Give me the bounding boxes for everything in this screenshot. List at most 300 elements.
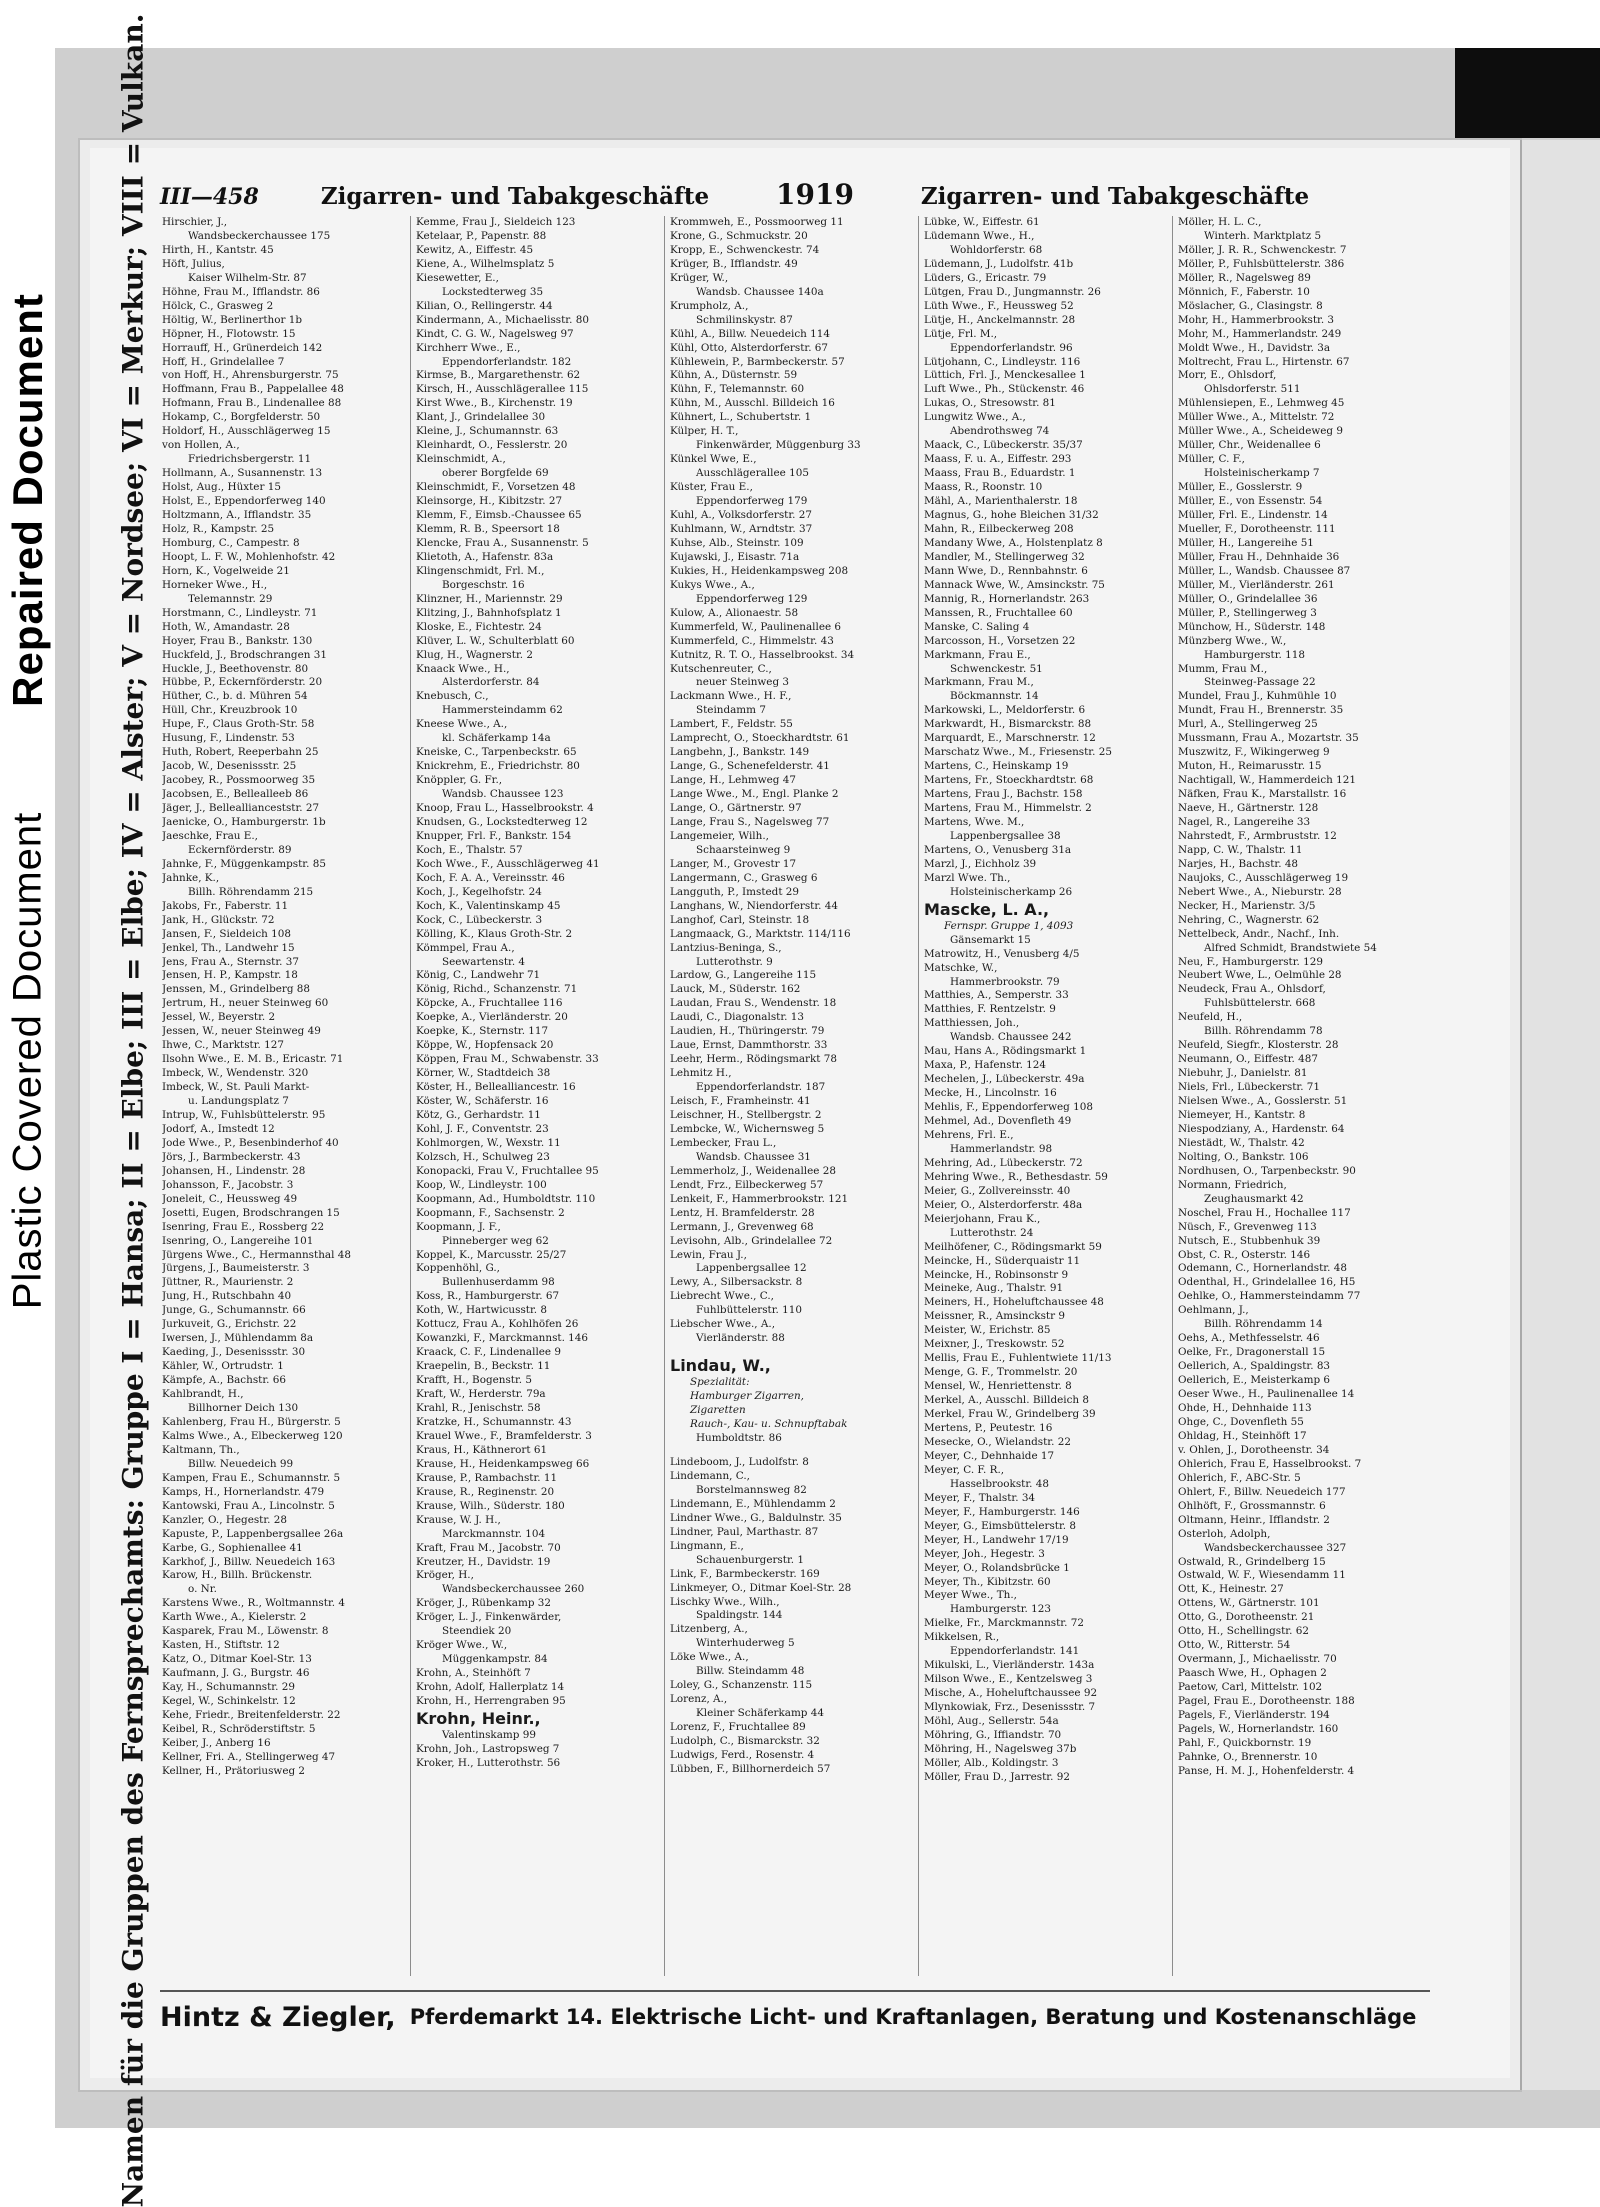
directory-entry: Kühn, A., Düsternstr. 59	[670, 369, 798, 382]
directory-entry: Müller, E., Gosslerstr. 9	[1178, 481, 1303, 494]
directory-entry: Ketelaar, P., Papenstr. 88	[416, 229, 547, 242]
directory-entry: Ott, K., Heinestr. 27	[1178, 1583, 1284, 1596]
directory-entry: Lauck, M., Süderstr. 162	[670, 983, 801, 996]
directory-entry-continuation: Müggenkampstr. 84	[442, 1653, 548, 1666]
directory-entry: Krause, W. J. H.,	[416, 1513, 501, 1526]
directory-entry: Lütjohann, C., Lindleystr. 116	[924, 355, 1081, 368]
directory-entry: Langhans, W., Niendorferstr. 44	[670, 899, 838, 912]
directory-entry: Langemeier, Wilh.,	[670, 829, 769, 842]
directory-entry: Lindeboom, J., Ludolfstr. 8	[670, 1455, 809, 1468]
directory-entry: Linkmeyer, O., Ditmar Koel-Str. 28	[670, 1581, 852, 1594]
directory-entry: Kehe, Friedr., Breitenfelderstr. 22	[162, 1708, 341, 1721]
directory-entry: Kolzsch, H., Schulweg 23	[416, 1150, 550, 1163]
directory-entry: Langhof, Carl, Steinstr. 18	[670, 913, 810, 926]
directory-entry: Neufeld, H.,	[1178, 1011, 1243, 1024]
directory-entry: Maack, C., Lübeckerstr. 35/37	[924, 439, 1083, 452]
directory-entry: Krohn, Adolf, Hallerplatz 14	[416, 1681, 565, 1694]
directory-entry: Lübben, F., Billhornerdeich 57	[670, 1762, 831, 1775]
plastic-covered-document-text: Plastic Covered Document	[5, 811, 50, 1309]
directory-entry-continuation: Hamburgerstr. 118	[1204, 648, 1305, 661]
directory-entry-continuation: oberer Borgfelde 69	[442, 467, 549, 480]
directory-entry-continuation: Hamburgerstr. 123	[950, 1603, 1051, 1616]
directory-entry: Jank, H., Glückstr. 72	[162, 913, 275, 926]
directory-entry: Kneiske, C., Tarpenbeckstr. 65	[416, 746, 577, 759]
directory-entry: Lamprecht, O., Stoeckhardtstr. 61	[670, 732, 850, 745]
directory-entry: Koss, R., Hamburgerstr. 67	[416, 1290, 560, 1303]
directory-entry: Lütje, Frl. M.,	[924, 327, 998, 340]
directory-entry: Koch, J., Kegelhofstr. 24	[416, 885, 542, 898]
directory-entry-continuation: Wandsbeckerchaussee 260	[442, 1583, 585, 1596]
directory-entry-continuation: Schmilinskystr. 87	[696, 313, 793, 326]
directory-entry: Overmann, J., Michaelisstr. 70	[1178, 1653, 1337, 1666]
directory-entry: Litzenberg, A.,	[670, 1623, 748, 1636]
directory-entry-continuation: o. Nr.	[188, 1583, 217, 1596]
directory-entry: Hüther, C., b. d. Mühren 54	[162, 690, 308, 703]
directory-entry: Ohlert, F., Billw. Neuedeich 177	[1178, 1485, 1346, 1498]
directory-entry: Leisch, F., Framheinstr. 41	[670, 1095, 811, 1108]
directory-entry-continuation: Hammerlandstr. 98	[950, 1142, 1053, 1155]
directory-entry: Maass, F. u. A., Eiffestr. 293	[924, 453, 1072, 466]
directory-entry: Hoyer, Frau B., Bankstr. 130	[162, 634, 313, 647]
directory-entry: Pagels, W., Hornerlandstr. 160	[1178, 1722, 1339, 1735]
directory-column-4	[924, 216, 1168, 1976]
directory-entry: von Hoff, H., Ahrensburgerstr. 75	[162, 369, 339, 382]
directory-entry: Kukys Wwe., A.,	[670, 578, 755, 591]
advertisement-footer	[160, 1990, 1430, 2042]
directory-entry: Krause, Wilh., Süderstr. 180	[416, 1499, 565, 1512]
directory-entry-continuation: Ausschlägerallee 105	[696, 467, 809, 480]
directory-entry: Langer, M., Grovestr 17	[670, 857, 797, 870]
directory-entry: Jode Wwe., P., Besenbinderhof 40	[162, 1136, 339, 1149]
directory-entry: Müller, Frl. E., Lindenstr. 14	[1178, 509, 1328, 522]
directory-entry: Lorenz, F., Fruchtallee 89	[670, 1721, 806, 1734]
directory-entry: Kleinschmidt, F., Vorsetzen 48	[416, 481, 576, 494]
directory-entry: Kleinsorge, H., Kibitzstr. 27	[416, 495, 563, 508]
column-divider	[410, 216, 411, 1976]
directory-entry: Lütje, H., Anckelmannstr. 28	[924, 313, 1076, 326]
directory-entry: Koth, W., Hartwicusstr. 8	[416, 1304, 547, 1317]
directory-entry-continuation: Eppendorferweg 179	[696, 495, 808, 508]
directory-entry: Kulow, A., Alionaestr. 58	[670, 606, 799, 619]
directory-entry: Jenssen, M., Grindelberg 88	[162, 983, 311, 996]
directory-entry: Johansson, F., Jacobstr. 3	[162, 1178, 294, 1191]
directory-entry: Imbeck, W., Wendenstr. 320	[162, 1067, 309, 1080]
directory-entry: Lindner, Paul, Marthastr. 87	[670, 1525, 819, 1538]
directory-entry: Hupe, F., Claus Groth-Str. 58	[162, 718, 315, 731]
directory-entry: Lewin, Frau J.,	[670, 1248, 747, 1261]
directory-entry: Nagel, R., Langereihe 33	[1178, 815, 1311, 828]
directory-entry: Martens, Wwe. M.,	[924, 815, 1025, 828]
directory-entry: Mannig, R., Hornerlandstr. 263	[924, 592, 1090, 605]
directory-entry: Hölck, C., Grasweg 2	[162, 299, 274, 312]
directory-entry: Niespodziany, A., Hardenstr. 64	[1178, 1122, 1345, 1135]
directory-entry: Koopmann, F., Sachsenstr. 2	[416, 1206, 565, 1219]
directory-entry: Kasten, H., Stiftstr. 12	[162, 1639, 280, 1652]
exchange-groups-spine	[108, 13, 158, 2207]
directory-entry: Kummerfeld, W., Paulinenallee 6	[670, 620, 842, 633]
directory-entry-continuation: Lutterothstr. 24	[950, 1226, 1034, 1239]
directory-entry: Holdorf, H., Ausschlägerweg 15	[162, 425, 331, 438]
directory-entry: Kühn, M., Ausschl. Billdeich 16	[670, 397, 835, 410]
directory-entry-continuation: Steendiek 20	[442, 1625, 512, 1638]
directory-entry: Kaltmann, Th.,	[162, 1443, 240, 1456]
directory-entry: Kasparek, Frau M., Löwenstr. 8	[162, 1625, 329, 1638]
directory-entry: Junge, G., Schumannstr. 66	[162, 1304, 306, 1317]
directory-entry: Laudi, C., Diagonalstr. 13	[670, 1011, 804, 1024]
directory-entry: Koppenhöhl, G.,	[416, 1262, 500, 1275]
directory-entry: Krahl, R., Jenischstr. 58	[416, 1402, 541, 1415]
advert-name: Lindau, W.,	[670, 1356, 771, 1376]
directory-entry: Neumann, O., Eiffestr. 487	[1178, 1053, 1318, 1066]
directory-entry: Knickrehm, E., Friedrichstr. 80	[416, 760, 580, 773]
directory-entry: Kaufmann, J. G., Burgstr. 46	[162, 1667, 310, 1680]
directory-entry: Menge, G. F., Trommelstr. 20	[924, 1366, 1078, 1379]
directory-entry: Horstmann, C., Lindleystr. 71	[162, 606, 318, 619]
directory-entry: Hirschier, J.,	[162, 216, 228, 228]
directory-entry: Matthiessen, Joh.,	[924, 1017, 1020, 1030]
directory-entry: Kirchherr Wwe., E.,	[416, 341, 521, 354]
directory-entry: Koch, K., Valentinskamp 45	[416, 899, 561, 912]
directory-entry: Langguth, P., Imstedt 29	[670, 885, 800, 898]
directory-entry: Huth, Robert, Reeperbahn 25	[162, 746, 319, 759]
directory-entry: Müller, Chr., Weidenallee 6	[1178, 439, 1321, 452]
directory-entry: Merkel, Frau W., Grindelberg 39	[924, 1408, 1096, 1421]
directory-entry-continuation: Billh. Röhrendamm 215	[188, 885, 314, 898]
directory-entry: Mandler, M., Stellingerweg 32	[924, 550, 1085, 563]
directory-entry: Marzl Wwe. Th.,	[924, 871, 1011, 884]
directory-entry: Lüth Wwe., F., Heussweg 52	[924, 299, 1074, 312]
directory-entry: Jessen, W., neuer Steinweg 49	[162, 1025, 321, 1038]
directory-entry: Nielsen Wwe., A., Gosslerstr. 51	[1178, 1095, 1348, 1108]
repaired-document-label	[6, 240, 50, 760]
directory-entry: Mannack Wwe, W., Amsinckstr. 75	[924, 578, 1105, 591]
header-title-right: Zigarren- und Tabakgeschäfte	[920, 183, 1310, 210]
directory-entry: Lembcke, W., Wichernsweg 5	[670, 1122, 825, 1135]
directory-entry: Kaeding, J., Desenissstr. 30	[162, 1346, 306, 1359]
directory-entry: Hoopt, L. F. W., Mohlenhofstr. 42	[162, 550, 336, 563]
directory-entry: Mehmel, Ad., Dovenfleth 49	[924, 1115, 1072, 1128]
directory-entry: Josetti, Eugen, Brodschrangen 15	[162, 1206, 340, 1219]
directory-entry: Kay, H., Schumannstr. 29	[162, 1681, 295, 1694]
directory-entry: Jürgens Wwe., C., Hermannsthal 48	[162, 1248, 351, 1261]
directory-entry-continuation: Schauenburgerstr. 1	[696, 1553, 804, 1566]
directory-entry: Nahrstedt, F., Armbruststr. 12	[1178, 829, 1337, 842]
directory-entry-continuation: Vierländerstr. 88	[696, 1332, 785, 1345]
directory-entry: Meister, W., Erichstr. 85	[924, 1324, 1051, 1337]
directory-entry: Meyer, G., Eimsbüttelerstr. 8	[924, 1519, 1077, 1532]
directory-entry: Meyer, Th., Kibitzstr. 60	[924, 1575, 1051, 1588]
directory-entry: Knaack Wwe., H.,	[416, 662, 510, 675]
directory-entry: Merkel, A., Ausschl. Billdeich 8	[924, 1394, 1089, 1407]
directory-entry: Jertrum, H., neuer Steinweg 60	[162, 997, 329, 1010]
directory-entry: Kämpfe, A., Bachstr. 66	[162, 1374, 286, 1387]
directory-entry: Paetow, Carl, Mittelstr. 102	[1178, 1681, 1323, 1694]
directory-entry: Martens, Fr., Stoeckhardtstr. 68	[924, 774, 1094, 787]
directory-entry: Markmann, Frau M.,	[924, 676, 1034, 689]
directory-entry: Kampen, Frau E., Schumannstr. 5	[162, 1471, 341, 1484]
directory-entry: Lingmann, E.,	[670, 1539, 744, 1552]
directory-entry: Martens, O., Venusberg 31a	[924, 843, 1072, 856]
directory-entry: Knöppler, G. Fr.,	[416, 774, 503, 787]
directory-entry-continuation: Billhorner Deich 130	[188, 1402, 299, 1415]
directory-column-1	[162, 216, 406, 1976]
directory-entry-continuation: Eppendorferlandstr. 182	[442, 355, 572, 368]
directory-entry: Krumpholz, A.,	[670, 299, 749, 312]
directory-entry: Möller, P., Fuhlsbüttelerstr. 386	[1178, 257, 1345, 270]
directory-entry: Knupper, Frl. F., Bankstr. 154	[416, 829, 572, 842]
directory-entry: Lentz, H. Bramfelderstr. 28	[670, 1206, 815, 1219]
directory-entry: Marzl, J., Eichholz 39	[924, 857, 1037, 870]
directory-entry: Kleinschmidt, A.,	[416, 453, 506, 466]
directory-entry: Mielke, Fr., Marckmannstr. 72	[924, 1617, 1084, 1630]
directory-entry: Ohldag, H., Steinhöft 17	[1178, 1429, 1307, 1442]
directory-entry: Homburg, C., Campestr. 8	[162, 536, 300, 549]
directory-entry-continuation: Eppendorferlandstr. 96	[950, 341, 1073, 354]
directory-entry: Meyer Wwe., Th.,	[924, 1589, 1017, 1602]
directory-entry: Meixner, J., Treskowstr. 52	[924, 1338, 1065, 1351]
directory-entry-continuation: Billw. Neuedeich 99	[188, 1457, 294, 1470]
directory-entry: Kraepelin, B., Beckstr. 11	[416, 1360, 551, 1373]
directory-entry: Koppel, K., Marcusstr. 25/27	[416, 1248, 567, 1261]
directory-entry: Meyer, C. F. R.,	[924, 1463, 1005, 1476]
directory-entry-continuation: Eppendorferweg 129	[696, 592, 808, 605]
directory-entry: Kahlbrandt, H.,	[162, 1388, 244, 1401]
directory-entry: Kuhse, Alb., Steinstr. 109	[670, 536, 804, 549]
directory-entry-continuation: Schaarsteinweg 9	[696, 843, 791, 856]
directory-entry: Möller, Alb., Koldingstr. 3	[924, 1756, 1059, 1769]
directory-entry: Lüders, G., Ericastr. 79	[924, 271, 1047, 284]
directory-column-5	[1178, 216, 1422, 1976]
directory-entry: Link, F., Barmbeckerstr. 169	[670, 1567, 820, 1580]
directory-entry: Normann, Friedrich,	[1178, 1178, 1287, 1191]
directory-entry: Meiners, H., Hoheluftchaussee 48	[924, 1296, 1104, 1309]
directory-entry-continuation: Steinweg-Passage 22	[1204, 676, 1316, 689]
directory-entry-continuation: Wandsb. Chaussee 242	[950, 1031, 1072, 1044]
directory-entry: Müller, E., von Essenstr. 54	[1178, 495, 1323, 508]
directory-entry: Jacobey, R., Possmoorweg 35	[162, 774, 316, 787]
directory-entry: Kömmpel, Frau A.,	[416, 941, 515, 954]
directory-entry: Krause, R., Reginenstr. 20	[416, 1485, 555, 1498]
directory-entry: Mau, Hans A., Rödingsmarkt 1	[924, 1045, 1087, 1058]
directory-entry: Holst, Aug., Hüxter 15	[162, 481, 281, 494]
footer-text: Pferdemarkt 14. Elektrische Licht- und Kraftanlagen, Beratung und Kostenanschläge	[409, 2005, 1417, 2029]
directory-entry: Magnus, G., hohe Bleichen 31/32	[924, 509, 1099, 522]
directory-entry: Meier, G., Zollvereinsstr. 40	[924, 1184, 1071, 1197]
directory-entry: Kropp, E., Schwenckestr. 74	[670, 243, 820, 256]
directory-entry: Möller, R., Nagelsweg 89	[1178, 271, 1311, 284]
directory-entry: Maass, R., Roonstr. 10	[924, 481, 1043, 494]
directory-entry: Langermann, C., Grasweg 6	[670, 871, 818, 884]
directory-entry: Möslacher, G., Clasingstr. 8	[1178, 299, 1323, 312]
directory-entry-continuation: Winterh. Marktplatz 5	[1204, 229, 1322, 242]
directory-entry: Jansen, F., Sieldeich 108	[162, 927, 292, 940]
directory-entry: Kühl, A., Billw. Neuedeich 114	[670, 327, 830, 340]
directory-entry: Kleinhardt, O., Fesslerstr. 20	[416, 439, 568, 452]
directory-entry: Isenring, O., Langereihe 101	[162, 1234, 314, 1247]
directory-entry: Mehlis, F., Eppendorferweg 108	[924, 1101, 1093, 1114]
directory-entry: Kanzler, O., Hegestr. 28	[162, 1513, 288, 1526]
directory-entry: Kutschenreuter, C.,	[670, 662, 772, 675]
directory-entry: Martens, Frau M., Himmelstr. 2	[924, 802, 1092, 815]
directory-entry: Münzberg Wwe., W.,	[1178, 634, 1287, 647]
directory-entry: Matthies, A., Semperstr. 33	[924, 989, 1069, 1002]
directory-entry: Karbe, G., Sophienallee 41	[162, 1541, 303, 1554]
directory-entry-continuation: Lappenbergsallee 38	[950, 829, 1061, 842]
directory-entry: Lermann, J., Grevenweg 68	[670, 1220, 814, 1233]
directory-entry: Marquardt, E., Marschnerstr. 12	[924, 732, 1096, 745]
page-header	[160, 178, 1400, 211]
paper-edge	[1520, 140, 1600, 2090]
directory-entry: Krohn, A., Steinhöft 7	[416, 1667, 531, 1680]
directory-entry: Kellner, H., Prätoriusweg 2	[162, 1764, 306, 1777]
directory-entry: Matthies, F. Rentzelstr. 9	[924, 1003, 1056, 1016]
scan-dark-corner	[1455, 48, 1600, 138]
repaired-document-text: Repaired Document	[4, 293, 51, 707]
directory-entry: Krauel Wwe., F., Bramfelderstr. 3	[416, 1429, 592, 1442]
directory-entry: Meineke, Aug., Thalstr. 91	[924, 1282, 1064, 1295]
directory-entry: Ohlerich, Frau E, Hasselbrookst. 7	[1178, 1457, 1362, 1470]
directory-entry: Köster, H., Bellealliancestr. 16	[416, 1081, 576, 1094]
directory-entry: Lantzius-Beninga, S.,	[670, 941, 782, 954]
directory-entry-continuation: Bullenhuserdamm 98	[442, 1276, 555, 1289]
directory-entry: Mohr, M., Hammerlandstr. 249	[1178, 327, 1342, 340]
directory-entry-continuation: Lappenbergsallee 12	[696, 1262, 807, 1275]
directory-entry: Leischner, H., Stellbergstr. 2	[670, 1109, 822, 1121]
directory-entry: Matrowitz, H., Venusberg 4/5	[924, 947, 1080, 960]
directory-entry-continuation: Alfred Schmidt, Brandstwiete 54	[1204, 941, 1377, 954]
directory-entry: Lambert, F., Feldstr. 55	[670, 718, 793, 731]
directory-entry: Liebrecht Wwe., C.,	[670, 1290, 774, 1303]
column-divider	[918, 216, 919, 1976]
directory-entry: Koch, F. A. A., Vereinsstr. 46	[416, 871, 565, 884]
directory-entry: Lange, G., Schenefelderstr. 41	[670, 760, 830, 773]
directory-entry: Noschel, Frau H., Hochallee 117	[1178, 1206, 1351, 1219]
directory-entry-continuation: Kaiser Wilhelm-Str. 87	[188, 271, 307, 284]
directory-entry-continuation: Wandsb. Chaussee 140a	[696, 285, 824, 298]
directory-entry: Holst, E., Eppendorferweg 140	[162, 495, 326, 508]
directory-entry: Oehlmann, J.,	[1178, 1304, 1249, 1317]
advert-detail: Spezialität:	[690, 1376, 750, 1389]
directory-entry: Lange, O., Gärtnerstr. 97	[670, 802, 802, 815]
directory-entry: Hokamp, C., Borgfelderstr. 50	[162, 411, 321, 424]
directory-entry: Lange Wwe., M., Engl. Planke 2	[670, 788, 839, 801]
directory-entry-continuation: Friedrichsbergerstr. 11	[188, 453, 312, 466]
directory-entry: Maxa, P., Hafenstr. 124	[924, 1059, 1047, 1072]
directory-entry: Jakobs, Fr., Faberstr. 11	[162, 899, 289, 912]
directory-entry: Konopacki, Frau V., Fruchtallee 95	[416, 1164, 599, 1177]
directory-entry: Markwardt, H., Bismarckstr. 88	[924, 718, 1092, 731]
directory-entry: Lembecker, Frau L.,	[670, 1136, 777, 1149]
directory-entry: Lorenz, A.,	[670, 1693, 728, 1706]
directory-entry: Knudsen, G., Lockstedterweg 12	[416, 815, 588, 828]
directory-entry: Kewitz, A., Eiffestr. 45	[416, 243, 534, 256]
directory-entry: Höhne, Frau M., Ifflandstr. 86	[162, 285, 320, 298]
directory-entry: Murl, A., Stellingerweg 25	[1178, 718, 1318, 731]
directory-entry: Köpcke, A., Fruchtallee 116	[416, 997, 563, 1010]
directory-entry: Husung, F., Lindenstr. 53	[162, 732, 295, 745]
directory-entry-continuation: Spaldingstr. 144	[696, 1609, 783, 1622]
directory-entry: Kindermann, A., Michaelisstr. 80	[416, 313, 589, 326]
directory-entry: Mellis, Frau E., Fuhlentwiete 11/13	[924, 1352, 1112, 1365]
directory-entry: Mechelen, J., Lübeckerstr. 49a	[924, 1073, 1085, 1086]
directory-entry: Niestädt, W., Thalstr. 42	[1178, 1136, 1305, 1149]
directory-entry: Klingenschmidt, Frl. M.,	[416, 564, 545, 577]
directory-entry-continuation: Alsterdorferstr. 84	[442, 676, 540, 689]
directory-entry: Jodorf, A., Imstedt 12	[162, 1122, 275, 1135]
directory-entry-continuation: Böckmannstr. 14	[950, 690, 1039, 703]
directory-entry: Kindt, C. G. W., Nagelsweg 97	[416, 327, 574, 340]
directory-entry: Krüger, W.,	[670, 271, 729, 284]
directory-entry: Necker, H., Marienstr. 3/5	[1178, 899, 1316, 912]
directory-entry: Möller, Frau D., Jarrestr. 92	[924, 1770, 1070, 1783]
directory-entry: Krause, P., Rambachstr. 11	[416, 1471, 558, 1484]
directory-column-3	[670, 216, 914, 1976]
directory-entry: Oeser Wwe., H., Paulinenallee 14	[1178, 1388, 1355, 1401]
directory-entry: Nüsch, F., Grevenweg 113	[1178, 1220, 1317, 1233]
directory-entry-continuation: Humboldtstr. 86	[696, 1432, 782, 1445]
directory-entry: Nettelbeck, Andr., Nachf., Inh.	[1178, 927, 1340, 940]
directory-entry-continuation: Telemannstr. 29	[188, 592, 273, 605]
directory-entry: Kujawski, J., Eisastr. 71a	[670, 550, 800, 563]
directory-entry-continuation: Wandsbeckerchaussee 175	[188, 229, 331, 242]
directory-entry: Kratzke, H., Schumannstr. 43	[416, 1415, 572, 1428]
directory-entry: Martens, Frau J., Bachstr. 158	[924, 788, 1083, 801]
directory-entry: Kellner, Fri. A., Stellingerweg 47	[162, 1750, 336, 1763]
directory-entry-continuation: Holsteinischerkamp 26	[950, 885, 1073, 898]
directory-entry-continuation: Abendrothsweg 74	[950, 425, 1050, 438]
directory-entry: Jaeschke, Frau E.,	[162, 829, 258, 842]
directory-entry: Kiesewetter, E.,	[416, 271, 499, 284]
directory-entry: Ohde, H., Dehnhaide 113	[1178, 1402, 1312, 1415]
directory-entry-continuation: Eppendorferlandstr. 187	[696, 1081, 826, 1094]
directory-entry-continuation: Wohldorferstr. 68	[950, 243, 1043, 256]
directory-entry: Kneese Wwe., A.,	[416, 718, 508, 731]
directory-entry: Kroker, H., Lutterothstr. 56	[416, 1756, 561, 1769]
directory-entry: Meissner, R., Amsinckstr 9	[924, 1310, 1065, 1323]
directory-entry: Odenthal, H., Grindelallee 16, H5	[1178, 1276, 1356, 1289]
directory-entry: Iwersen, J., Mühlendamm 8a	[162, 1332, 314, 1345]
directory-entry: Meincke, H., Süderquaistr 11	[924, 1254, 1081, 1267]
directory-entry: Kohl, J. F., Conventstr. 23	[416, 1122, 549, 1135]
directory-entry: Naujoks, C., Ausschlägerweg 19	[1178, 871, 1349, 884]
directory-entry-continuation: Finkenwärder, Müggenburg 33	[696, 439, 861, 452]
directory-entry: Lütgen, Frau D., Jungmannstr. 26	[924, 285, 1101, 298]
directory-entry: Moltrecht, Frau L., Hirtenstr. 67	[1178, 355, 1350, 368]
directory-entry: Kraft, W., Herderstr. 79a	[416, 1388, 546, 1401]
directory-entry: Krommweh, E., Possmoorweg 11	[670, 216, 844, 228]
directory-entry: Mundel, Frau J., Kuhmühle 10	[1178, 690, 1337, 703]
directory-entry: Mueller, F., Dorotheenstr. 111	[1178, 522, 1336, 535]
directory-entry: Lange, H., Lehmweg 47	[670, 774, 796, 787]
directory-entry: Kahlenberg, Frau H., Bürgerstr. 5	[162, 1415, 341, 1428]
directory-entry: Huckle, J., Beethovenstr. 80	[162, 662, 309, 675]
directory-entry: Manssen, R., Fruchtallee 60	[924, 606, 1073, 619]
directory-entry: Lenkeit, F., Hammerbrookstr. 121	[670, 1192, 849, 1205]
directory-entry-continuation: Steindamm 7	[696, 704, 766, 717]
directory-entry: Müller, L., Wandsb. Chaussee 87	[1178, 564, 1351, 577]
directory-entry: Paasch Wwe, H., Ophagen 2	[1178, 1667, 1327, 1680]
directory-entry: Müller Wwe., A., Mittelstr. 72	[1178, 411, 1335, 424]
directory-entry: Karstens Wwe., R., Woltmannstr. 4	[162, 1597, 345, 1610]
directory-entry: Mikkelsen, R.,	[924, 1631, 1000, 1644]
directory-entry: Meier, O., Alsterdorferstr. 48a	[924, 1198, 1083, 1211]
directory-entry: Mohr, H., Hammerbrookstr. 3	[1178, 313, 1335, 326]
directory-entry: Narjes, H., Bachstr. 48	[1178, 857, 1299, 870]
advert-name: Mascke, L. A.,	[924, 899, 1050, 919]
directory-entry: Isenring, Frau E., Rossberg 22	[162, 1220, 325, 1233]
directory-column-2	[416, 216, 660, 1976]
directory-entry: Mundt, Frau H., Brennerstr. 35	[1178, 704, 1344, 717]
